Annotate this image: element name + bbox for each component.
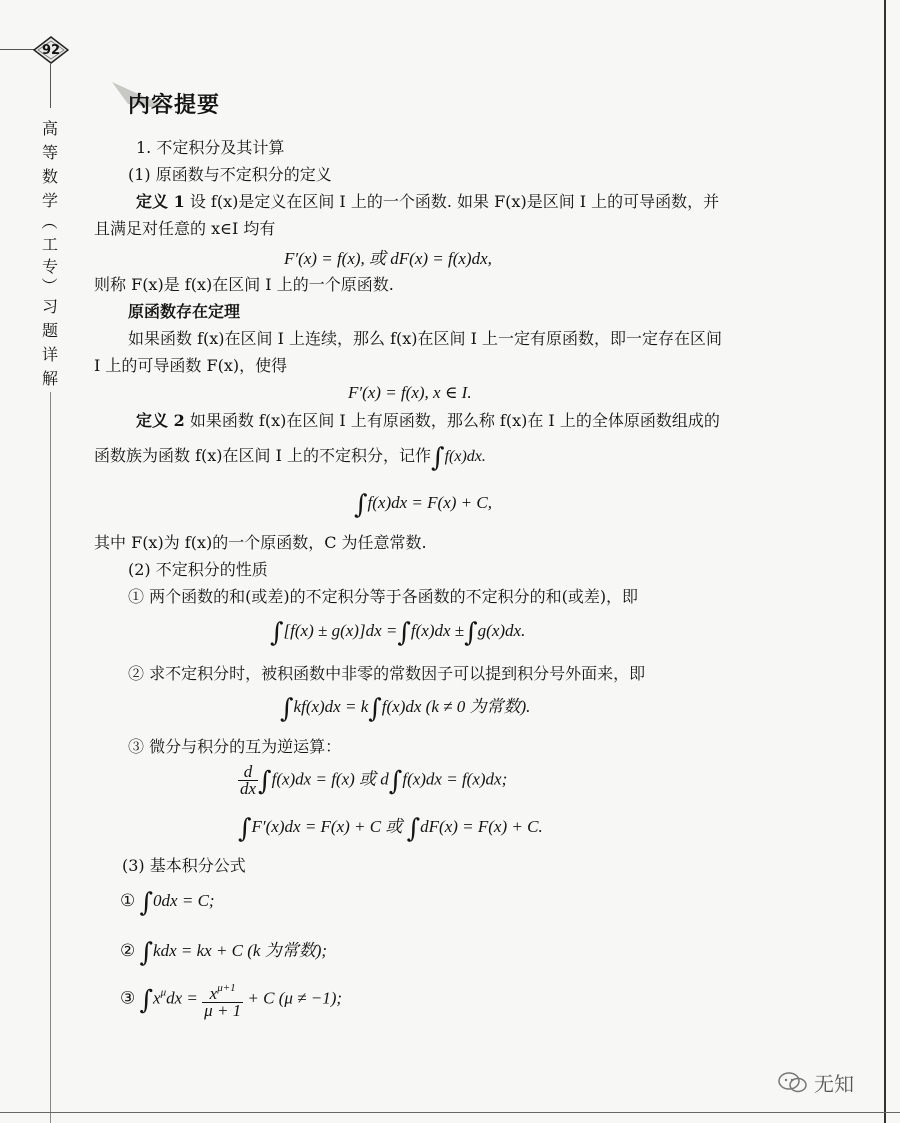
subsection-title: (1) 原函数与不定积分的定义 <box>128 165 332 184</box>
side-char: 高 <box>41 119 58 138</box>
formula-3-x: x <box>153 988 161 1008</box>
formula-3-num-x: x <box>209 984 218 1003</box>
integral-sign: ∫ <box>139 938 154 968</box>
formula-3-dx: dx = <box>166 988 198 1008</box>
equation-7-a: F′(x)dx = F(x) + C 或 <box>251 817 407 836</box>
equation-1: F′(x) = f(x), 或 dF(x) = f(x)dx, <box>284 249 492 268</box>
theorem-title: 原函数存在定理 <box>128 302 241 321</box>
equation-7 <box>238 812 543 844</box>
sidebar-rule <box>50 64 51 108</box>
subsection-title: (3) 基本积分公式 <box>122 856 246 875</box>
equation-4-b: f(x)dx ± <box>410 621 465 640</box>
formula-1-mark: ① <box>120 891 136 910</box>
definition-1 <box>136 192 719 212</box>
equation-5 <box>280 692 530 724</box>
formula-3-mark: ③ <box>120 988 136 1008</box>
definition-1-text: 设 f(x)是定义在区间 I 上的一个函数. 如果 F(x)是区间 I 上的可导函数，并 <box>189 192 720 211</box>
bottom-border <box>0 1112 900 1113</box>
equation-2: F′(x) = f(x), x ∈ I. <box>348 383 472 402</box>
wechat-icon <box>778 1072 808 1094</box>
equation-4 <box>270 618 525 648</box>
integral-sign: ∫ <box>139 985 154 1016</box>
integral-sign: ∫ <box>431 443 445 473</box>
integral-sign: ∫ <box>406 814 421 844</box>
side-char: 解 <box>41 369 58 388</box>
formula-2-mark: ② <box>120 941 136 960</box>
equation-6-a: f(x)dx = f(x) 或 d <box>271 769 389 789</box>
integral-sign: ∫ <box>258 766 272 797</box>
side-char: ） <box>39 277 59 294</box>
integral-sign: ∫ <box>368 694 382 724</box>
watermark-text: 无知 <box>814 1072 854 1096</box>
derivative-fraction <box>238 764 258 797</box>
equation-7-b: dF(x) = F(x) + C. <box>420 817 543 836</box>
integral-sign: ∫ <box>464 618 478 648</box>
side-char: 习 <box>41 297 58 316</box>
right-border <box>884 0 886 1123</box>
formula-3-tail: + C (μ ≠ −1); <box>247 988 343 1008</box>
page-number: 92 <box>41 42 61 58</box>
side-char: 工 <box>41 235 58 254</box>
formula-1 <box>120 888 215 918</box>
integral-sign: ∫ <box>397 618 411 648</box>
equation-3 <box>354 490 492 520</box>
derivative-num: d <box>238 764 258 781</box>
section-heading: 内容提要 <box>128 93 221 118</box>
integral-sign: ∫ <box>270 618 284 648</box>
equation-5-a: kf(x)dx = k <box>293 697 369 716</box>
side-char: 数 <box>41 167 58 186</box>
integral-sign: ∫ <box>388 766 403 797</box>
formula-2 <box>120 936 327 968</box>
sidebar-rule-lower <box>50 392 51 1123</box>
formula-3-fraction <box>202 980 243 1019</box>
formula-2-text: kdx = kx + C (k 为常数); <box>153 941 328 960</box>
equation-4-c: g(x)dx. <box>477 621 526 640</box>
formula-3-exp: μ <box>160 986 167 999</box>
equation-4-a: [f(x) ± g(x)]dx = <box>283 621 398 640</box>
derivative-den: dx <box>240 779 257 798</box>
side-char: 题 <box>41 321 58 340</box>
property-3: ③ 微分与积分的互为逆运算： <box>128 737 342 756</box>
theorem-text-2: I 上的可导函数 F(x)，使得 <box>94 356 288 375</box>
theorem-text-1: 如果函数 f(x)在区间 I 上连续，那么 f(x)在区间 I 上一定有原函数，即一定存在区间 <box>128 329 723 348</box>
definition-2-tail: f(x)dx. <box>444 448 486 465</box>
watermark <box>778 1068 854 1097</box>
integral-sign: ∫ <box>354 490 368 520</box>
side-char: 详 <box>41 345 58 364</box>
equation-6 <box>238 764 507 797</box>
formula-3-num-exp: μ+1 <box>217 982 236 994</box>
equation-5-b: f(x)dx (k ≠ 0 为常数). <box>381 697 531 716</box>
definition-2-label: 定义 2 <box>136 411 185 430</box>
property-1: ① 两个函数的和(或差)的不定积分等于各函数的不定积分的和(或差)，即 <box>128 587 639 606</box>
equation-6-b: f(x)dx = f(x)dx; <box>402 769 508 789</box>
definition-1-end: 则称 F(x)是 f(x)在区间 I 上的一个原函数. <box>94 275 394 294</box>
side-char: 专 <box>41 257 58 276</box>
subsection-title: (2) 不定积分的性质 <box>128 560 268 579</box>
integral-sign: ∫ <box>280 694 294 724</box>
side-char: （ <box>39 213 59 230</box>
definition-2-cont-text: 函数族为函数 f(x)在区间 I 上的不定积分，记作 <box>94 446 432 465</box>
property-2: ② 求不定积分时，被积函数中非零的常数因子可以提到积分号外面来，即 <box>128 664 646 683</box>
page-number-badge <box>33 36 69 64</box>
formula-3 <box>120 980 342 1019</box>
definition-1-label: 定义 1 <box>136 192 185 211</box>
formula-3-num <box>202 980 243 1003</box>
integral-sign: ∫ <box>238 814 252 844</box>
side-char: 等 <box>41 143 58 162</box>
equation-3-text: f(x)dx = F(x) + C, <box>367 493 492 512</box>
formula-1-text: 0dx = C; <box>153 891 215 910</box>
formula-3-den: μ + 1 <box>204 1001 242 1020</box>
definition-2-cont <box>94 443 486 473</box>
definition-2-end: 其中 F(x)为 f(x)的一个原函数，C 为任意常数. <box>94 533 427 552</box>
definition-1-cont: 且满足对任意的 x∈I 均有 <box>94 219 276 238</box>
side-char: 学 <box>41 191 58 210</box>
integral-sign: ∫ <box>139 888 154 918</box>
definition-2 <box>136 411 720 431</box>
section-title: 1. 不定积分及其计算 <box>136 138 285 157</box>
definition-2-text: 如果函数 f(x)在区间 I 上有原函数，那么称 f(x)在 I 上的全体原函数组成的 <box>189 411 720 430</box>
